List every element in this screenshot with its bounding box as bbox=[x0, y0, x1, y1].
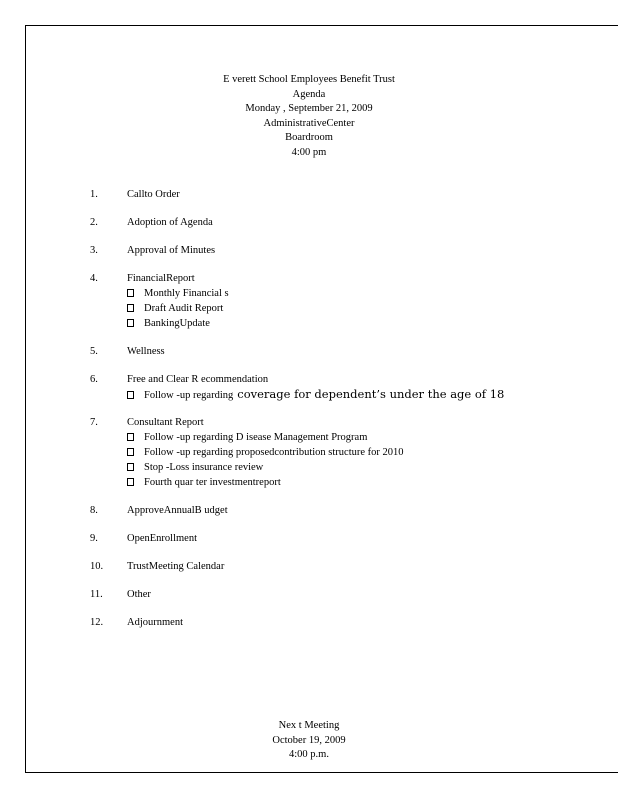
agenda-item-row bbox=[90, 271, 610, 286]
agenda-item bbox=[90, 243, 610, 258]
agenda-item-row bbox=[90, 615, 610, 630]
agenda-item-number: 11. bbox=[90, 589, 103, 600]
agenda-item bbox=[90, 415, 610, 490]
box-bullet-icon bbox=[127, 433, 134, 441]
agenda-subitem-text: Draft Audit Report bbox=[144, 303, 224, 314]
agenda-item-row bbox=[90, 415, 610, 430]
agenda-item-row bbox=[90, 531, 610, 546]
agenda-item bbox=[90, 372, 610, 402]
agenda-item bbox=[90, 271, 610, 331]
agenda-item-label: Free and Clear R ecommendation bbox=[127, 374, 269, 385]
agenda-item-number: 5. bbox=[90, 346, 98, 357]
meeting-date: Monday , September 21, 2009 bbox=[245, 103, 373, 114]
agenda-item-number: 4. bbox=[90, 273, 98, 284]
box-bullet-icon bbox=[127, 304, 134, 312]
agenda-item bbox=[90, 587, 610, 602]
next-meeting-date: October 19, 2009 bbox=[272, 734, 346, 746]
agenda-subitems bbox=[90, 430, 610, 490]
agenda-item-label: TrustMeeting Calendar bbox=[127, 561, 225, 572]
box-bullet-icon bbox=[127, 478, 134, 486]
org-name: E verett School Employees Benefit Trust bbox=[223, 74, 395, 85]
agenda-item bbox=[90, 187, 610, 202]
agenda-item-label: Adjournment bbox=[127, 617, 183, 628]
document-title: Agenda bbox=[292, 88, 326, 100]
meeting-location: AdministrativeCenter bbox=[263, 117, 355, 129]
agenda-item-label: Wellness bbox=[127, 346, 165, 357]
agenda-subitem-text: Fourth quar ter investmentreport bbox=[144, 477, 281, 488]
box-bullet-icon bbox=[127, 319, 134, 327]
agenda-item-label: FinancialReport bbox=[127, 273, 195, 284]
agenda-item-label: Consultant Report bbox=[127, 417, 204, 428]
agenda-subitem bbox=[127, 445, 610, 460]
agenda-subitem-emphasis: coverage for dependent’s under the age of 18 bbox=[237, 387, 505, 401]
agenda-subitem-text: Follow -up regarding proposedcontribution structure for 2010 bbox=[144, 447, 404, 458]
agenda-subitem-text: Follow -up regarding D isease Management Program bbox=[144, 432, 368, 443]
agenda-item-number: 6. bbox=[90, 374, 98, 385]
agenda-item-number: 3. bbox=[90, 245, 98, 256]
agenda-item-row bbox=[90, 372, 610, 387]
agenda-subitem bbox=[127, 286, 610, 301]
agenda-item-label: Approval of Minutes bbox=[127, 245, 216, 256]
agenda-item bbox=[90, 615, 610, 630]
agenda-item-number: 8. bbox=[90, 505, 98, 516]
agenda-subitem-text: Stop -Loss insurance review bbox=[144, 462, 264, 473]
box-bullet-icon bbox=[127, 448, 134, 456]
box-bullet-icon bbox=[127, 289, 134, 297]
next-meeting-label: Nex t Meeting bbox=[278, 720, 340, 731]
agenda-subitem bbox=[127, 316, 610, 331]
agenda-item-row bbox=[90, 243, 610, 258]
agenda-subitem bbox=[127, 301, 610, 316]
agenda-item bbox=[90, 215, 610, 230]
agenda-subitem-text: Follow -up regarding bbox=[144, 390, 234, 401]
meeting-room: Boardroom bbox=[285, 132, 333, 143]
box-bullet-icon bbox=[127, 391, 134, 399]
agenda-item-row bbox=[90, 503, 610, 518]
agenda-subitems bbox=[90, 387, 610, 402]
agenda-subitem bbox=[127, 460, 610, 475]
agenda-subitem bbox=[127, 387, 610, 402]
agenda-subitem-text: BankingUpdate bbox=[144, 318, 210, 329]
agenda-subitem bbox=[127, 475, 610, 490]
agenda-item bbox=[90, 503, 610, 518]
agenda-item-row bbox=[90, 215, 610, 230]
agenda-item-number: 7. bbox=[90, 417, 98, 428]
agenda-item-row bbox=[90, 187, 610, 202]
agenda-item-number: 1. bbox=[90, 189, 98, 200]
agenda-subitems bbox=[90, 286, 610, 331]
agenda-item-label: Callto Order bbox=[127, 189, 180, 200]
agenda-item bbox=[90, 344, 610, 359]
next-meeting-footer bbox=[0, 719, 618, 763]
agenda-item-number: 10. bbox=[90, 561, 104, 572]
agenda-item-row bbox=[90, 344, 610, 359]
agenda-item bbox=[90, 559, 610, 574]
agenda-item-label: OpenEnrollment bbox=[127, 533, 197, 544]
agenda-subitem-text: Monthly Financial s bbox=[144, 288, 229, 299]
agenda-item-number: 2. bbox=[90, 217, 98, 228]
agenda-header bbox=[0, 73, 618, 160]
meeting-time: 4:00 pm bbox=[291, 146, 327, 158]
agenda-item-number: 9. bbox=[90, 533, 98, 544]
agenda-item-number: 12. bbox=[90, 617, 104, 628]
box-bullet-icon bbox=[127, 463, 134, 471]
agenda-item bbox=[90, 531, 610, 546]
agenda-list bbox=[90, 187, 610, 643]
next-meeting-time: 4:00 p.m. bbox=[289, 749, 329, 760]
agenda-item-label: Adoption of Agenda bbox=[127, 217, 213, 228]
agenda-item-label: ApproveAnnualB udget bbox=[127, 505, 228, 516]
agenda-item-row bbox=[90, 559, 610, 574]
agenda-subitem bbox=[127, 430, 610, 445]
agenda-item-row bbox=[90, 587, 610, 602]
agenda-item-label: Other bbox=[127, 589, 151, 600]
